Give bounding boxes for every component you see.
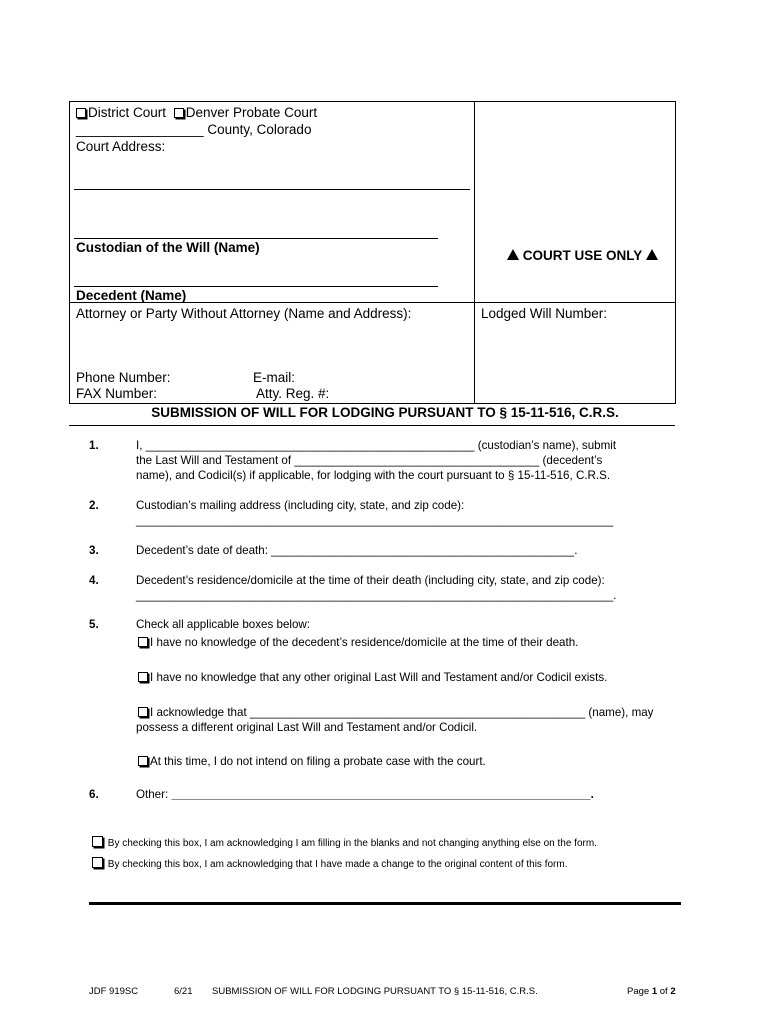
option1-label: I have no knowledge of the decedent’s residence/domicile at the time of their death. xyxy=(150,636,579,649)
item1-line3: name), and Codicil(s) if applicable, for lodging with the court pursuant to § 15-11-516, C.R.S. xyxy=(136,469,611,482)
other-end: . xyxy=(590,788,594,801)
item-number: 4. xyxy=(89,574,99,587)
option1-checkbox[interactable] xyxy=(138,637,148,647)
option2-checkbox[interactable] xyxy=(138,672,148,682)
ack-changed-label: By checking this box, I am acknowledging that I have made a change to the original content of this form. xyxy=(107,859,568,870)
option2-label: I have no knowledge that any other original Last Will and Testament and/or Codicil exists. xyxy=(150,671,608,684)
footer-page-number xyxy=(627,986,676,997)
court-use-only-label: COURT USE ONLY xyxy=(522,248,643,263)
page-of: of xyxy=(657,986,671,997)
item5-option4 xyxy=(138,755,486,768)
atty-reg-label: Atty. Reg. #: xyxy=(256,386,330,401)
footer-form-title: SUBMISSION OF WILL FOR LODGING PURSUANT TO § 15-11-516, C.R.S. xyxy=(212,986,538,997)
item5-option2 xyxy=(138,671,607,684)
caption-top-border xyxy=(69,101,675,102)
page-total: 2 xyxy=(670,986,676,997)
item1-line2[interactable]: the Last Will and Testament of ______________________________________ (decedent’s xyxy=(136,454,603,467)
probate-court-label: Denver Probate Court xyxy=(185,105,318,120)
up-triangle-icon xyxy=(646,249,658,260)
item2-line2[interactable]: __________________________________________________________________________ xyxy=(136,514,614,527)
form-title: SUBMISSION OF WILL FOR LODGING PURSUANT TO § 15-11-516, C.R.S. xyxy=(151,405,619,420)
custodian-name-line[interactable] xyxy=(74,238,438,239)
item4-line1: Decedent’s residence/domicile at the time of their death (including city, state, and zip code): xyxy=(136,574,605,587)
item-number: 3. xyxy=(89,544,99,557)
item5-option3 xyxy=(138,706,653,719)
item5-option1 xyxy=(138,636,578,649)
custodian-label: Custodian of the Will (Name) xyxy=(76,240,260,255)
up-triangle-icon xyxy=(507,249,519,260)
caption-right-border xyxy=(675,101,676,404)
footer-separator xyxy=(89,902,681,905)
court-address-label: Court Address: xyxy=(76,139,166,154)
footer-revision: 6/21 xyxy=(174,986,193,997)
item-number: 5. xyxy=(89,618,99,631)
county-line[interactable]: _________________ County, Colorado xyxy=(76,122,312,137)
footer-form-number: JDF 919SC xyxy=(89,986,139,997)
title-bottom-border xyxy=(69,425,675,426)
attorney-label: Attorney or Party Without Attorney (Name and Address): xyxy=(76,306,412,321)
item4-line2[interactable]: __________________________________________________________________________. xyxy=(136,589,617,602)
ack-changed-checkbox[interactable] xyxy=(92,857,103,868)
email-label: E-mail: xyxy=(253,370,296,385)
option3-label[interactable]: I acknowledge that ____________________________________________________ (name), may xyxy=(150,706,654,719)
court-use-only xyxy=(507,248,658,263)
other-input[interactable]: _________________________________________________________________ xyxy=(171,788,591,801)
option4-checkbox[interactable] xyxy=(138,756,148,766)
item-number: 6. xyxy=(89,788,99,801)
ack-no-change-checkbox[interactable] xyxy=(92,836,103,847)
option4-label: At this time, I do not intend on filing a probate case with the court. xyxy=(150,755,486,768)
item6-line xyxy=(136,788,594,801)
court-type-row xyxy=(76,105,317,120)
item2-line1: Custodian’s mailing address (including city, state, and zip code): xyxy=(136,499,465,512)
caption-bottom-border xyxy=(69,403,675,404)
district-court-checkbox[interactable] xyxy=(76,108,86,118)
page-prefix: Page xyxy=(627,986,652,997)
lodged-will-label: Lodged Will Number: xyxy=(481,306,608,321)
item3-line1[interactable]: Decedent’s date of death: _______________________________________________. xyxy=(136,544,578,557)
ack-changed xyxy=(92,857,568,870)
phone-label: Phone Number: xyxy=(76,370,171,385)
decedent-name-line[interactable] xyxy=(74,286,438,287)
item-number: 2. xyxy=(89,499,99,512)
district-court-label: District Court xyxy=(88,105,167,120)
decedent-label: Decedent (Name) xyxy=(76,288,187,303)
item-number: 1. xyxy=(89,439,99,452)
page-current: 1 xyxy=(651,986,658,997)
caption-left-border xyxy=(69,101,70,404)
probate-court-checkbox[interactable] xyxy=(174,108,184,118)
option3-checkbox[interactable] xyxy=(138,707,148,717)
court-address-line[interactable] xyxy=(74,189,470,190)
fax-label: FAX Number: xyxy=(76,386,158,401)
item5-option3-line2: possess a different original Last Will and Testament and/or Codicil. xyxy=(136,721,478,734)
item5-line1: Check all applicable boxes below: xyxy=(136,618,311,631)
ack-no-change xyxy=(92,836,597,849)
caption-divider xyxy=(474,101,475,404)
item1-line1[interactable]: I, ___________________________________________________ (custodian’s name), submit xyxy=(136,439,617,452)
other-label: Other: xyxy=(136,788,172,801)
ack-no-change-label: By checking this box, I am acknowledging I am filling in the blanks and not changing anything else on the form. xyxy=(107,838,597,849)
